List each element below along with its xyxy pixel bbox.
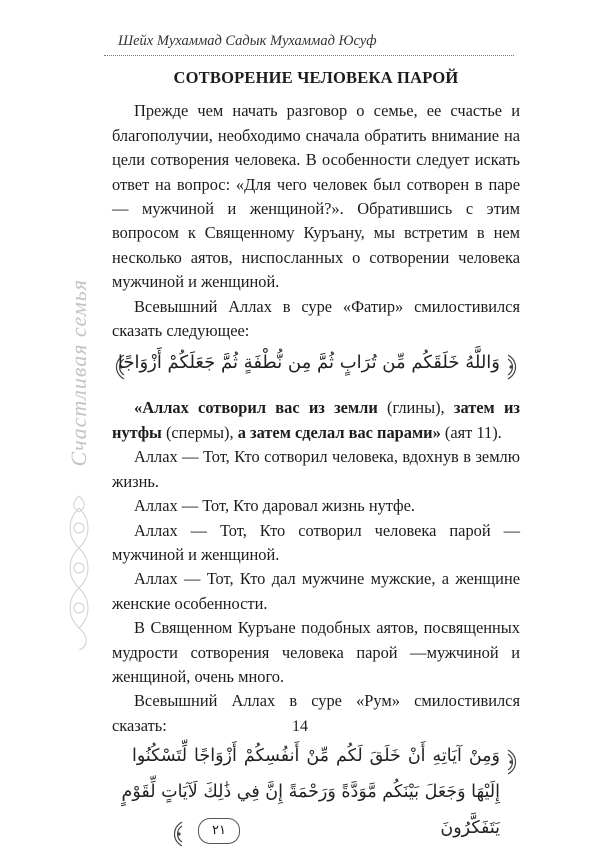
quran-verse-rum: [112, 744, 520, 850]
paragraph-many-ayats: В Священном Куръане подобных аятов, посвященных мудрости сотворения человека парой —мужчиной и женщиной, очень много.: [112, 618, 520, 686]
paragraph-allah-2: Аллах — Тот, Кто даровал жизнь нутфе.: [134, 496, 415, 516]
verse-line-3: يَتَفَكَّرُونَ: [440, 818, 500, 839]
header-rule: [104, 55, 514, 56]
page-number: 14: [292, 718, 308, 735]
ayah-number: ٢١: [198, 818, 240, 844]
side-book-title: Счастливая семья: [66, 279, 91, 467]
verse-arabic-text: وَاللَّهُ خَلَقَكُم مِّن تُرَابٍ ثُمَّ مِن نُّطْفَةٍ ثُمَّ جَعَلَكُمْ أَزْوَاجًا: [117, 352, 500, 374]
quran-verse-fatir: [112, 351, 520, 386]
paragraph-allah-3: Аллах — Тот, Кто сотворил человека парой — мужчиной и женщиной.: [112, 520, 520, 564]
paragraph-intro: Прежде чем начать разговор о семье, ее счастье и благополучии, необходимо сначала обратить внимание на цели сотворения человека. В особенности следует искать ответ на вопрос: «Для чего человек был сотворен в паре — мужчиной и женщиной?». Обратившись с этим вопросом к Священному Куръану, мы встретим в нем несколько аятов, ниспосланных о сотворении человека мужчиной и женщиной.: [112, 101, 520, 292]
paragraph-rum: Всевышний Аллах в суре «Рум» смилостивился сказать:: [112, 691, 520, 735]
verse-end-ornament-icon: [170, 820, 188, 848]
running-header: Шейх Мухаммад Садык Мухаммад Юсуф: [118, 33, 377, 49]
paragraph-translation: «Аллах сотворил вас из земли (глины), затем из нутфы (спермы), а затем сделал вас парами» (аят 11).: [112, 398, 520, 442]
verse-start-ornament-icon: [502, 748, 520, 776]
verse-line-1: وَمِنْ آيَاتِهِ أَنْ خَلَقَ لَكُم مِّنْ أَنفُسِكُمْ أَزْوَاجًا لِّتَسْكُنُوا: [132, 746, 500, 767]
section-title: СОТВОРЕНИЕ ЧЕЛОВЕКА ПАРОЙ: [173, 68, 459, 87]
paragraph-allah-4: Аллах — Тот, Кто дал мужчине мужские, а женщине женские особенности.: [112, 569, 520, 613]
paragraph-allah-1: Аллах — Тот, Кто сотворил человека, вдохнув в землю жизнь.: [112, 447, 520, 491]
paragraph-fatir: Всевышний Аллах в суре «Фатир» смилостивился сказать следующее:: [112, 296, 520, 341]
verse-line-2: إِلَيْهَا وَجَعَلَ بَيْنَكُم مَّوَدَّةً وَرَحْمَةً إِنَّ فِي ذَٰلِكَ لَآيَاتٍ لِّقَوْمٍ: [121, 782, 500, 803]
verse-end-ornament-icon: [502, 353, 520, 381]
